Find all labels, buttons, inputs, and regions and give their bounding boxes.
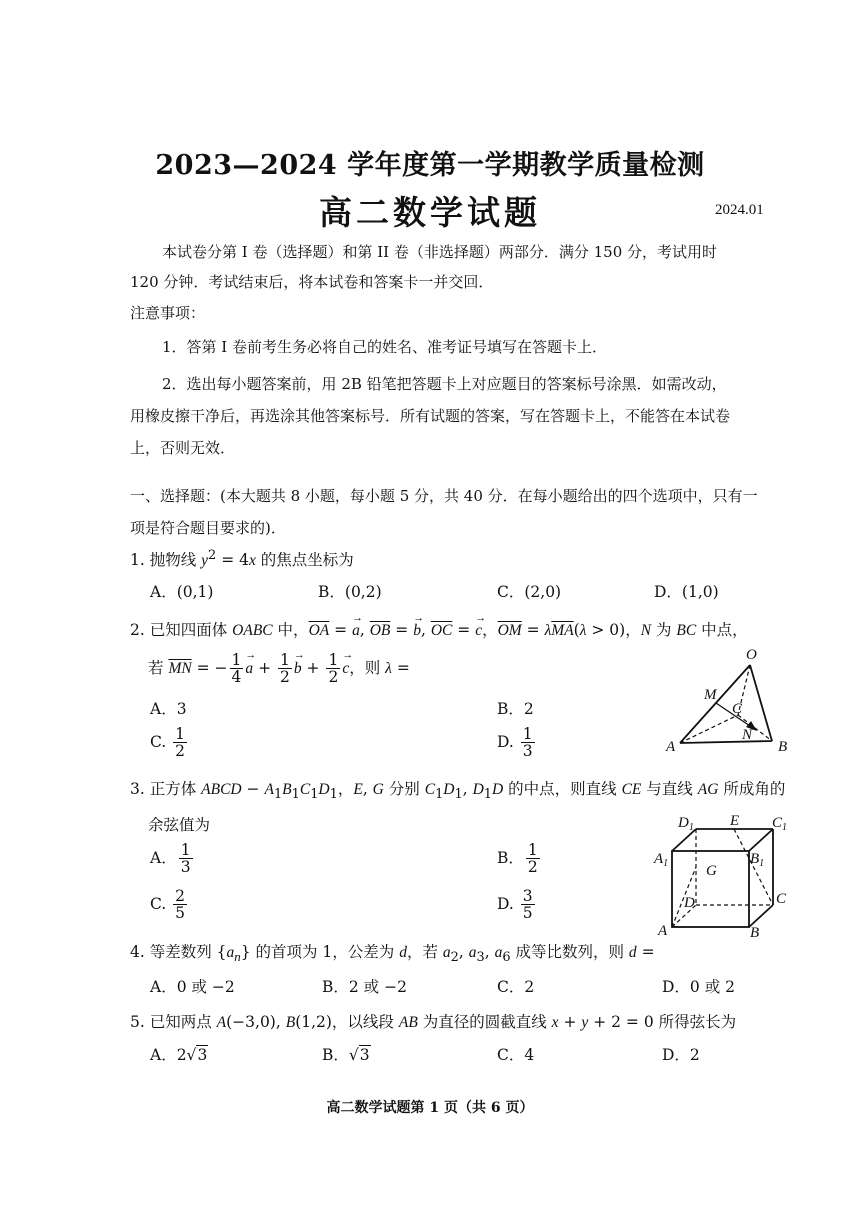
question-2-stem-line-1: 2. 已知四面体 OABC 中，$\overline{OA}$ = → a, $\overline{OB}$ = → b, $\overline{OC}$ = → c，$\overline{OM} = \lambda\overline{MA}(\lambda > 0)$，N 为 BC 中点， — [130, 618, 748, 640]
page-footer: 高二数学试题第 1 页（共 6 页） — [326, 1100, 534, 1116]
label-c1: $C_1$ — [772, 815, 788, 833]
question-4-option-b: B．2 或 −2 — [322, 978, 407, 996]
question-3-option-d: D. $\frac{3}{5}$ — [497, 887, 533, 923]
subject-title: 高二数学试题 — [319, 193, 541, 232]
label-d1: $D_1$ — [678, 815, 694, 833]
question-1-stem: 1. 抛物线 $y^2 = 4x$ 的焦点坐标为 — [130, 548, 354, 570]
question-5-option-a: A．2√3 — [150, 1046, 208, 1064]
question-2-option-c: C. $\frac{1}{2}$ — [150, 725, 186, 761]
question-3-option-b: B． $\frac{1}{2}$ — [497, 841, 538, 877]
intro-line-1: 本试卷分第 I 卷（选择题）和第 II 卷（非选择题）两部分．满分 150 分，考试用时 — [162, 243, 718, 261]
question-5-option-b: B．√3 — [322, 1046, 370, 1064]
label-b: B — [778, 739, 788, 755]
note-2-line-1: 2．选出每小题答案前，用 2B 铅笔把答题卡上对应题目的答案标号涂黑．如需改动， — [162, 375, 727, 393]
section1-heading-line-1: 一、选择题：(本大题共 8 小题，每小题 5 分，共 40 分．在每小题给出的四个选项中，只有一 — [130, 487, 758, 505]
label-d: D — [684, 895, 695, 911]
question-1-option-d: D．(1,0) — [654, 583, 719, 601]
question-3-option-a: A． $\frac{1}{3}$ — [150, 841, 191, 877]
label-e: E — [730, 813, 740, 829]
question-4-stem: 4. 等差数列 $\{a_n\}$ 的首项为 1，公差为 d，若 $a_2$, $a_3$, $a_6$ 成等比数列，则 d = — [130, 943, 655, 966]
label-b: B — [750, 925, 760, 940]
intro-line-2: 120 分钟．考试结束后，将本试卷和答案卡一并交回． — [130, 273, 494, 291]
question-2-stem-line-2: 若 $\overline{MN}$ = − $\frac{1}{4}$ → a + $\frac{1}{2}$ → b + $\frac{1}{2}$ → c，则 λ = — [148, 652, 410, 686]
label-a1: $A_1$ — [654, 851, 669, 869]
label-c: C — [732, 701, 743, 717]
cube-figure — [652, 813, 797, 940]
notes-heading: 注意事项： — [130, 304, 206, 322]
label-b1: $B_1$ — [750, 851, 765, 869]
tetrahedron-figure — [660, 645, 800, 757]
question-5-stem: 5. 已知两点 A(−3,0), B(1,2)，以线段 AB 为直径的圆截直线 x + y + 2 = 0 所得弦长为 — [130, 1013, 737, 1031]
question-4-option-a: A．0 或 −2 — [150, 978, 235, 996]
question-1-option-b: B．(0,2) — [318, 583, 382, 601]
note-2-line-3: 上，否则无效． — [130, 439, 236, 457]
question-4-option-d: D．0 或 2 — [662, 978, 736, 996]
section1-heading-line-2: 项是符合题目要求的)． — [130, 519, 286, 537]
label-c: C — [776, 891, 787, 907]
question-1-option-a: A．(0,1) — [150, 583, 214, 601]
question-3-option-c: C. $\frac{2}{5}$ — [150, 887, 186, 923]
question-2-option-a: A．3 — [150, 700, 187, 718]
exam-date: 2024.01 — [715, 202, 764, 218]
question-5-option-c: C．4 — [497, 1046, 535, 1064]
note-2-line-2: 用橡皮擦干净后，再选涂其他答案标号．所有试题的答案，写在答题卡上，不能答在本试卷 — [130, 407, 731, 425]
note-1: 1．答第 I 卷前考生务必将自己的姓名、准考证号填写在答题卡上． — [162, 338, 608, 356]
question-2-option-d: D. $\frac{1}{3}$ — [497, 725, 533, 761]
label-o: O — [746, 647, 757, 663]
label-g: G — [706, 863, 717, 879]
question-3-stem-line-1: 3. 正方体 ABCD − $A_1B_1C_1D_1$，E, G 分别 $C_1D_1$, $D_1D$ 的中点，则直线 CE 与直线 AG 所成角的 — [130, 780, 786, 803]
label-a: A — [666, 739, 676, 755]
label-a: A — [658, 923, 668, 939]
question-2-option-b: B．2 — [497, 700, 534, 718]
label-n: N — [742, 727, 753, 743]
question-1-option-c: C．(2,0) — [497, 583, 562, 601]
question-5-option-d: D．2 — [662, 1046, 700, 1064]
question-3-stem-line-2: 余弦值为 — [148, 816, 211, 834]
exam-title: 2023—2024 学年度第一学期教学质量检测 — [155, 150, 705, 181]
label-m: M — [704, 687, 717, 703]
question-4-option-c: C．2 — [497, 978, 535, 996]
